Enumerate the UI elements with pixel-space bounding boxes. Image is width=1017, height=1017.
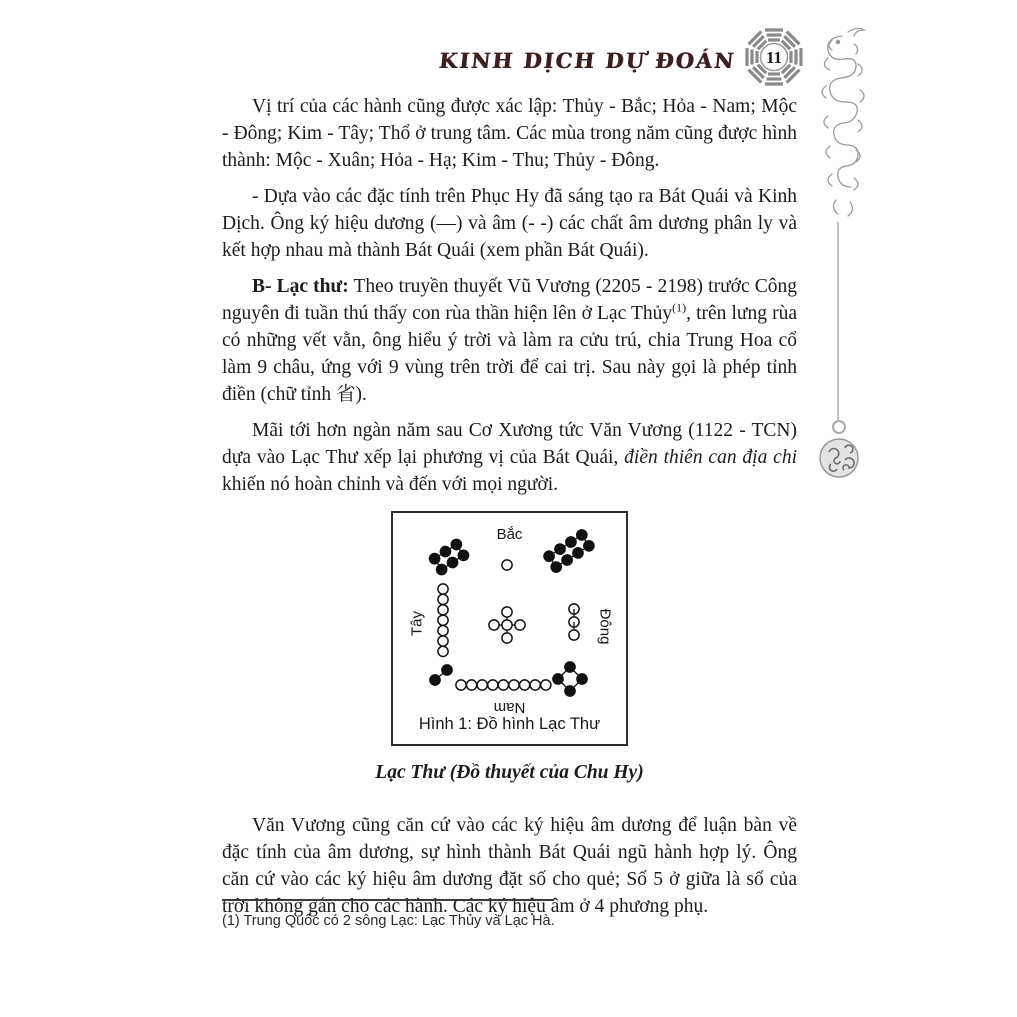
figure-caption-inside: Hình 1: Đồ hình Lạc Thư: [418, 715, 601, 733]
body-text-column: [222, 93, 797, 929]
paragraph-text: Theo truyền thuyết Vũ Vương (2205 - 2198) trước Công nguyên đi tuần thú thấy con rùa thần hiện lên ở Lạc Thủy: [222, 276, 797, 324]
figure-label-west: Tây: [408, 611, 426, 637]
section-label-lac-thu: B- Lạc thư:: [252, 276, 349, 297]
loshu-figure: [391, 511, 628, 746]
page-number: 11: [765, 48, 783, 67]
italic-phrase: điền thiên can địa chi: [624, 447, 797, 468]
paragraph-fuxi-bagua: [222, 183, 797, 264]
paragraph-lac-thu: [222, 273, 797, 408]
divider-end-dot: [832, 420, 846, 434]
swirl-ball-ornament-icon: [817, 436, 861, 480]
bagua-page-number-icon: [744, 27, 804, 87]
margin-divider-line: [837, 222, 839, 420]
paragraph-van-vuong-lacthu: [222, 417, 797, 498]
dragon-ornament-icon: [802, 24, 880, 220]
paragraph-wuxing-positions: [222, 93, 797, 174]
paragraph-text: - Dựa vào các đặc tính trên Phục Hy đã sáng tạo ra Bát Quái và Kinh Dịch. Ông ký hiệu dương (—) và âm (- -) các chất âm dương phân ly và kết hợp nhau mà thành Bát Quái (xem phần Bát Quái).: [222, 186, 797, 261]
footnote-marker: (1): [672, 300, 687, 315]
figure-caption-below: Lạc Thư (Đồ thuyết của Chu Hy): [375, 762, 644, 783]
page-header-title: KINH DỊCH DỰ ĐOÁN: [437, 48, 737, 73]
paragraph-text: Văn Vương cũng căn cứ vào các ký hiệu âm dương để luận bàn về đặc tính của âm dương, sự hình thành Bát Quái ngũ hành hợp lý. Ông căn cứ vào các ký hiệu âm dương đặt số cho quẻ; Số 5 ở giữa là số của trời không gắn cho các hành. Các ký hiệu âm ở 4 phương phụ.: [222, 815, 797, 917]
paragraph-text: Vị trí của các hành cũng được xác lập: Thủy - Bắc; Hỏa - Nam; Mộc - Đông; Kim - Tây; Thổ ở trung tâm. Các mùa trong năm cũng được hình thành: Mộc - Xuân; Hỏa - Hạ; Kim - Thu; Thủy - Đông.: [222, 96, 797, 171]
footnote-block: [222, 899, 797, 929]
figure-label-south: Nam: [493, 699, 526, 716]
figure-label-east: Đông: [596, 608, 614, 645]
figure-label-north: Bắc: [496, 526, 523, 543]
paragraph-text: khiến nó hoàn chỉnh và đến với mọi người.: [222, 474, 559, 495]
paragraph-text: , trên lưng rùa có những vết vằn, ông hiểu ý trời và làm ra cửu trú, chia Trung Hoa cổ làm 9 châu, ứng với 9 vùng trên trời để cai trị. Sau này gọi là phép tỉnh điền (chữ tỉnh 省).: [222, 303, 797, 405]
paragraph-text: Mãi tới hơn ngàn năm sau Cơ Xương tức Văn Vương (1122 - TCN) dựa vào Lạc Thư xếp lại phương vị của Bát Quái,: [222, 420, 797, 468]
footnote-rule: [222, 899, 554, 901]
footnote-text: (1) Trung Quốc có 2 sông Lạc: Lạc Thủy và Lạc Hà.: [222, 913, 555, 929]
